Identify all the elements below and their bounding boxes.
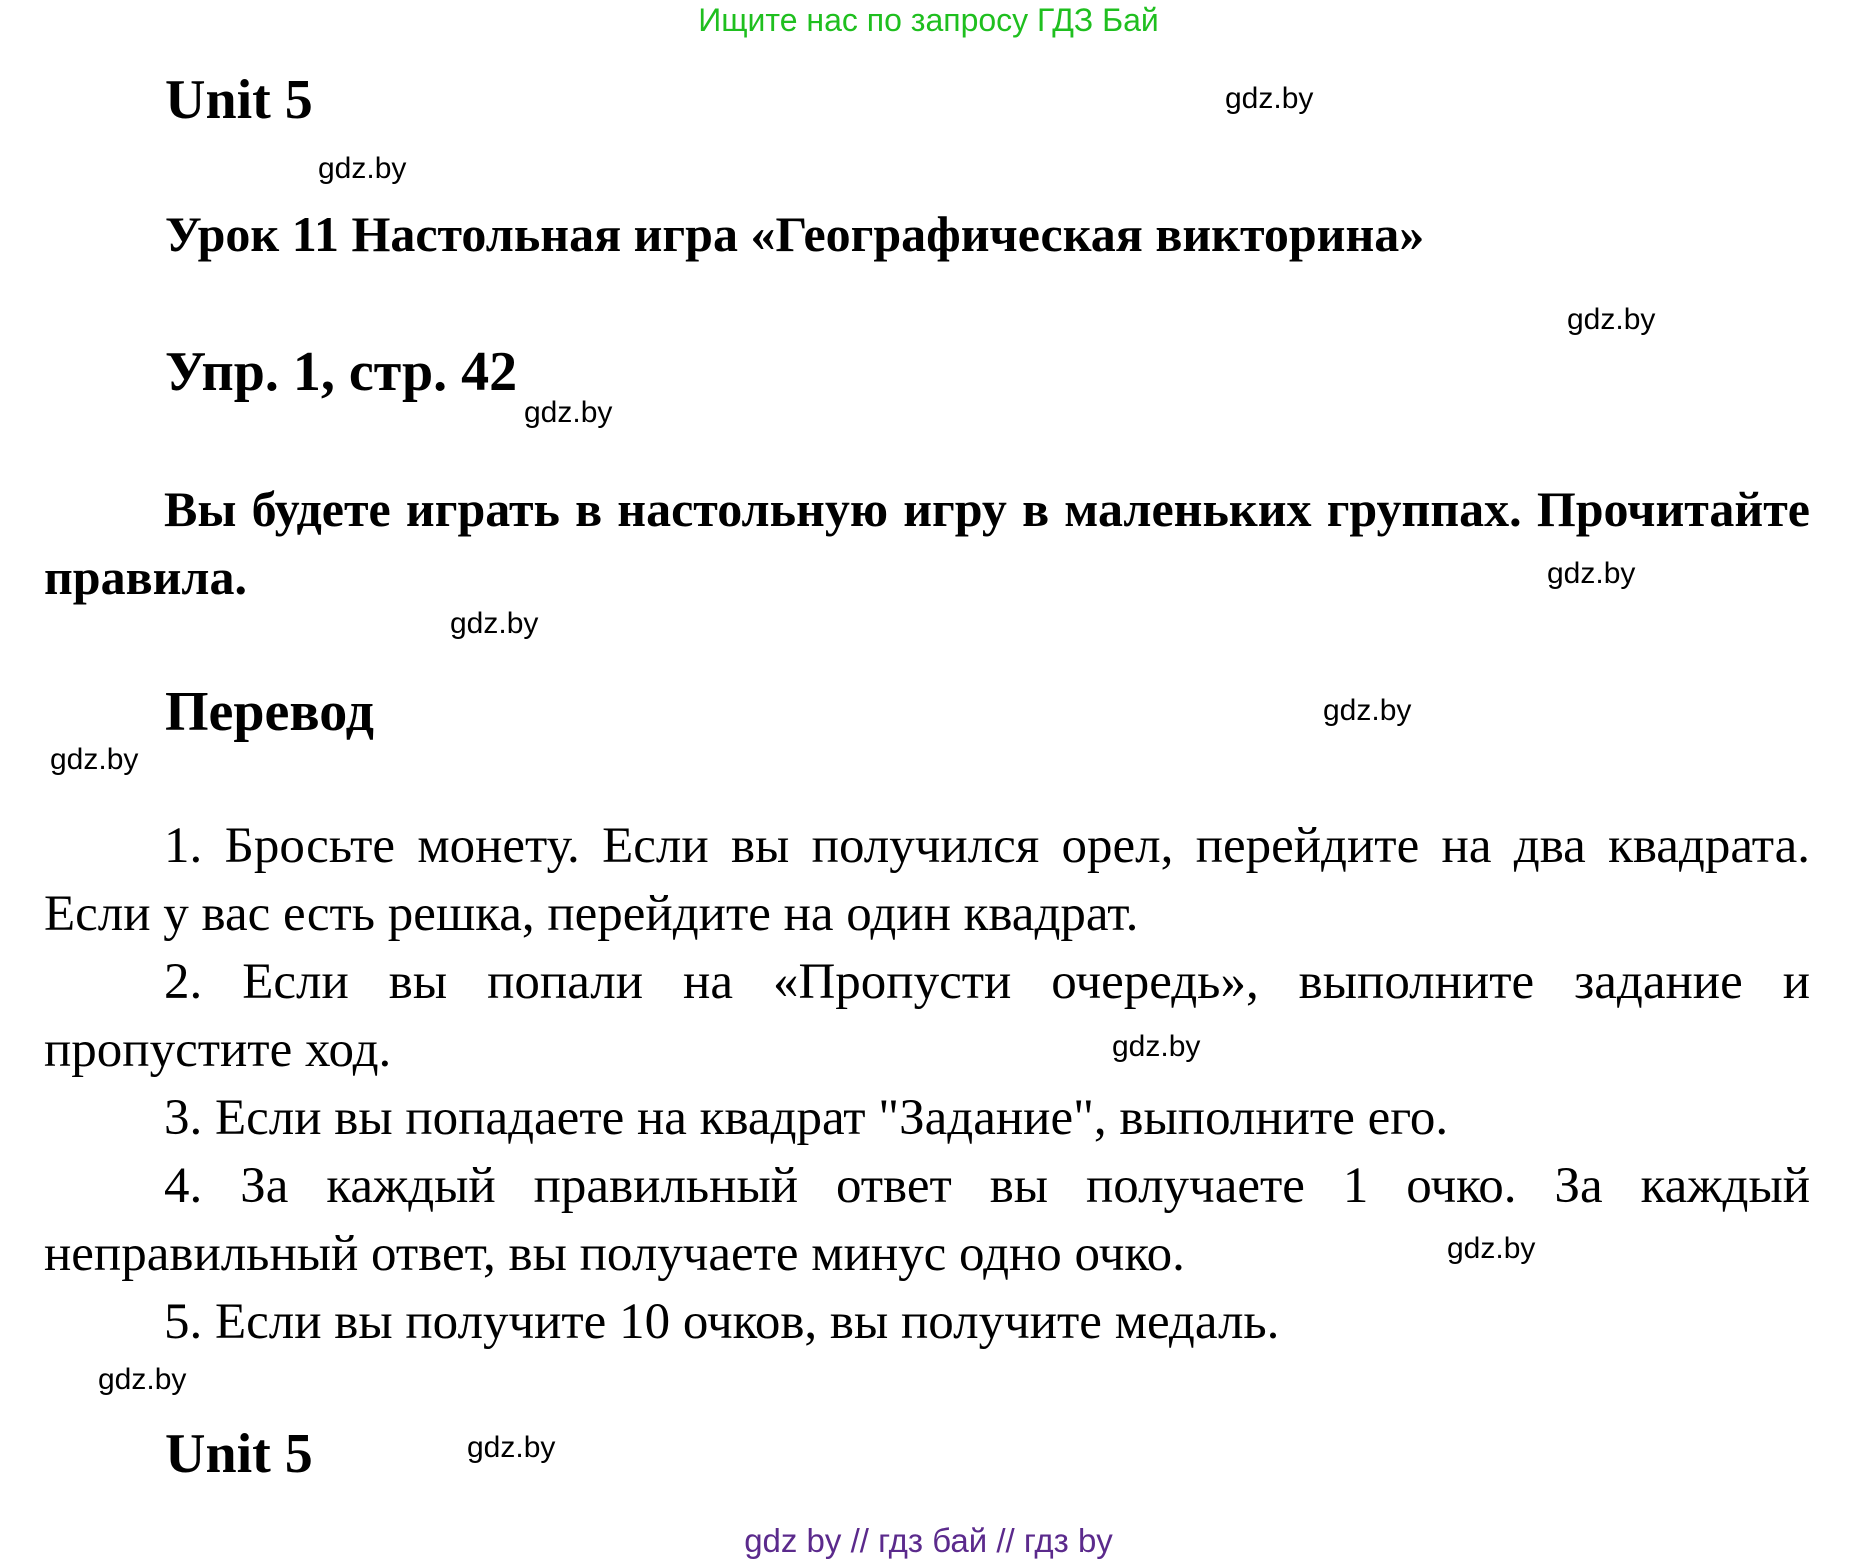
- rule-item: 1. Бросьте монету. Если вы получился орел, перейдите на два квадрата. Если у вас есть решка, перейдите на один квадрат.: [44, 818, 1810, 942]
- footer-link-gdz-by[interactable]: gdz by: [744, 1522, 842, 1559]
- unit-heading: Unit 5: [165, 69, 313, 131]
- watermark: gdz.by: [98, 1363, 187, 1396]
- footer-links: [0, 1522, 1857, 1560]
- watermark: gdz.by: [1567, 303, 1656, 336]
- footer-separator: //: [996, 1522, 1015, 1559]
- watermark: gdz.by: [467, 1431, 556, 1464]
- watermark: gdz.by: [50, 743, 139, 776]
- watermark: gdz.by: [1225, 82, 1314, 115]
- footer-separator: //: [850, 1522, 869, 1559]
- watermark: gdz.by: [450, 607, 539, 640]
- rule-item: 3. Если вы попадаете на квадрат "Задание", выполните его.: [164, 1090, 1449, 1146]
- rule-item: 5. Если вы получите 10 очков, вы получите медаль.: [164, 1294, 1280, 1350]
- footer-unit-heading: Unit 5: [165, 1423, 313, 1485]
- watermark: gdz.by: [318, 152, 407, 185]
- rules-list: [44, 812, 1810, 1356]
- task-instruction: Вы будете играть в настольную игру в маленьких группах. Прочитайте правила.: [44, 481, 1810, 605]
- watermark: gdz.by: [1112, 1030, 1201, 1063]
- watermark: gdz.by: [1547, 557, 1636, 590]
- watermark: gdz.by: [1447, 1232, 1536, 1265]
- footer-link-gdz-bai[interactable]: гдз бай: [878, 1522, 988, 1559]
- watermark: gdz.by: [524, 396, 613, 429]
- footer-link-gdz-by-cyr[interactable]: гдз by: [1023, 1522, 1113, 1559]
- rule-item: 2. Если вы попали на «Пропусти очередь», выполните задание и пропустите ход.: [44, 954, 1810, 1078]
- rule-item: 4. За каждый правильный ответ вы получаете 1 очко. За каждый неправильный ответ, вы получаете минус одно очко.: [44, 1158, 1810, 1282]
- translation-heading: Перевод: [165, 681, 374, 743]
- exercise-title: Упр. 1, стр. 42: [165, 341, 518, 403]
- lesson-title: Урок 11 Настольная игра «Географическая викторина»: [165, 206, 1425, 262]
- watermark: gdz.by: [1323, 694, 1412, 727]
- search-banner: Ищите нас по запросу ГДЗ Бай: [698, 2, 1159, 38]
